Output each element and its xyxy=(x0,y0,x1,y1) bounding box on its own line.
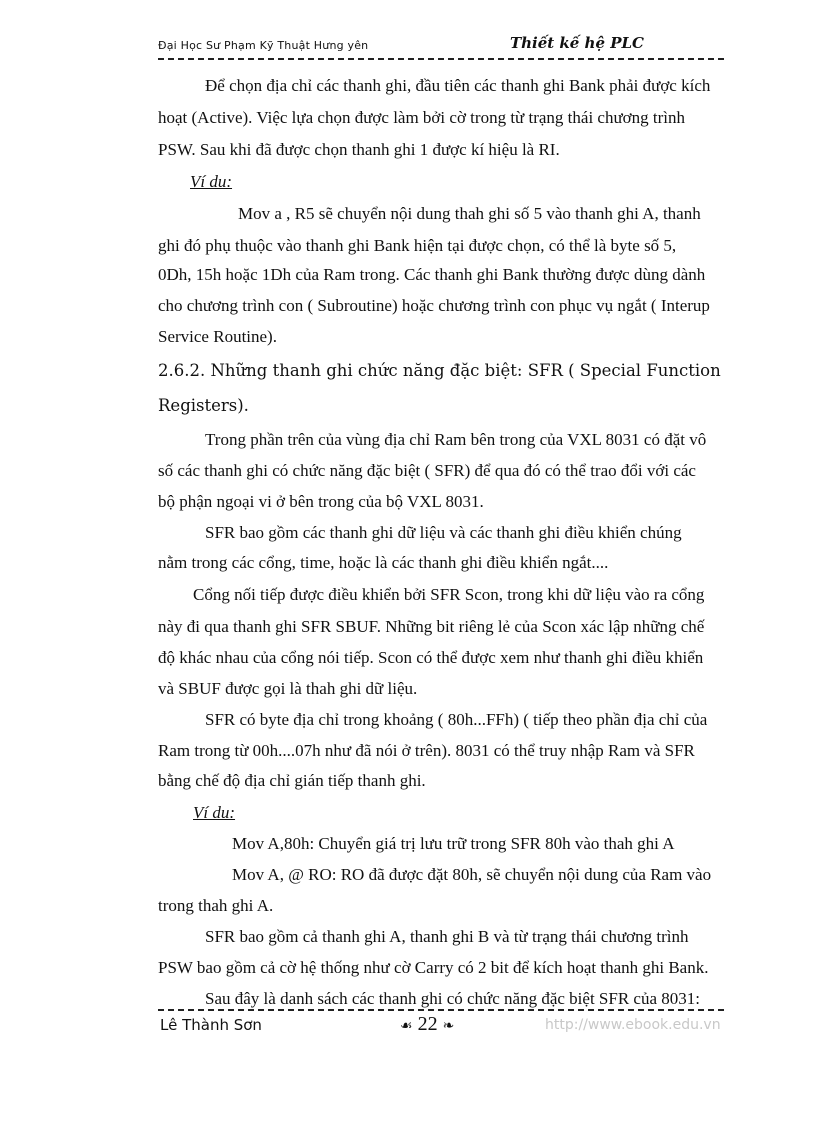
paragraph-line: độ khác nhau của cổng nói tiếp. Scon có thể được xem như thanh ghi điều khiển xyxy=(158,648,704,667)
footer-url[interactable]: http://www.ebook.edu.vn xyxy=(545,1017,721,1033)
footer-author: Lê Thành Sơn xyxy=(160,1016,262,1034)
paragraph-line: bộ phận ngoại vi ở bên trong của bộ VXL 8031. xyxy=(158,492,484,511)
paragraph-line: và SBUF được gọi là thah ghi dữ liệu. xyxy=(158,679,418,698)
paragraph-line: PSW bao gồm cả cờ hệ thống như cờ Carry có 2 bit để kích hoạt thanh ghi Bank. xyxy=(158,958,709,977)
paragraph-line: này đi qua thanh ghi SFR SBUF. Những bit riêng lẻ của Scon xác lập những chế xyxy=(158,617,705,636)
paragraph-line: Ram trong từ 00h....07h như đã nói ở trên). 8031 có thể truy nhập Ram và SFR xyxy=(158,741,695,760)
ornament-left-icon: ☙ xyxy=(400,1019,413,1034)
paragraph-line: Cổng nối tiếp được điều khiển bởi SFR Scon, trong khi dữ liệu vào ra cổng xyxy=(193,585,705,604)
paragraph-line: SFR bao gồm cả thanh ghi A, thanh ghi B và từ trạng thái chương trình xyxy=(205,927,689,946)
paragraph-line: trong thah ghi A. xyxy=(158,896,274,915)
paragraph-line: nằm trong các cổng, time, hoặc là các thanh ghi điều khiển ngắt.... xyxy=(158,553,609,572)
footer-divider xyxy=(158,1009,724,1011)
paragraph-line: bằng chế độ địa chỉ gián tiếp thanh ghi. xyxy=(158,771,426,790)
header-divider xyxy=(158,58,724,60)
paragraph-line: Mov A, @ RO: RO đã được đặt 80h, sẽ chuyển nội dung của Ram vào xyxy=(232,865,712,884)
section-heading-cont: Registers). xyxy=(158,396,249,415)
paragraph-line: cho chương trình con ( Subroutine) hoặc chương trình con phục vụ ngắt ( Interup xyxy=(158,296,710,315)
paragraph-line: 0Dh, 15h hoặc 1Dh của Ram trong. Các thanh ghi Bank thường được dùng dành xyxy=(158,265,706,284)
page-number: 22 xyxy=(417,1013,438,1035)
paragraph-line: Sau đây là danh sách các thanh ghi có chức năng đặc biệt SFR của 8031: xyxy=(205,989,700,1008)
page-header xyxy=(158,36,724,56)
section-heading: 2.6.2. Những thanh ghi chức năng đặc biệt: SFR ( Special Function xyxy=(158,361,721,380)
paragraph-line: SFR bao gồm các thanh ghi dữ liệu và các thanh ghi điều khiển chúng xyxy=(205,523,682,542)
paragraph-line: Trong phần trên của vùng địa chỉ Ram bên trong của VXL 8031 có đặt vô xyxy=(205,430,707,449)
paragraph-line: số các thanh ghi có chức năng đặc biệt ( SFR) để qua đó có thể trao đổi với các xyxy=(158,461,696,480)
example-label: Ví du: xyxy=(190,172,233,191)
paragraph-line: Service Routine). xyxy=(158,327,277,346)
example-label: Ví du: xyxy=(193,803,236,822)
paragraph-line: Để chọn địa chỉ các thanh ghi, đầu tiên các thanh ghi Bank phải được kích xyxy=(205,76,711,95)
header-title: Thiết kế hệ PLC xyxy=(509,34,644,52)
paragraph-line: PSW. Sau khi đã được chọn thanh ghi 1 được kí hiệu là RI. xyxy=(158,140,560,159)
paragraph-line: Mov a , R5 sẽ chuyển nội dung thah ghi số 5 vào thanh ghi A, thanh xyxy=(238,204,701,223)
footer-page-number xyxy=(400,1013,454,1036)
header-institution: Đại Học Sư Phạm Kỹ Thuật Hưng yên xyxy=(158,39,369,52)
paragraph-line: hoạt (Active). Việc lựa chọn được làm bởi cờ trong từ trạng thái chương trình xyxy=(158,108,686,127)
paragraph-line: ghi đó phụ thuộc vào thanh ghi Bank hiện tại được chọn, có thể là byte số 5, xyxy=(158,236,677,255)
paragraph-line: SFR có byte địa chỉ trong khoảng ( 80h...FFh) ( tiếp theo phần địa chỉ của xyxy=(205,710,708,729)
ornament-right-icon: ❧ xyxy=(442,1019,455,1034)
paragraph-line: Mov A,80h: Chuyển giá trị lưu trữ trong SFR 80h vào thah ghi A xyxy=(232,834,675,853)
